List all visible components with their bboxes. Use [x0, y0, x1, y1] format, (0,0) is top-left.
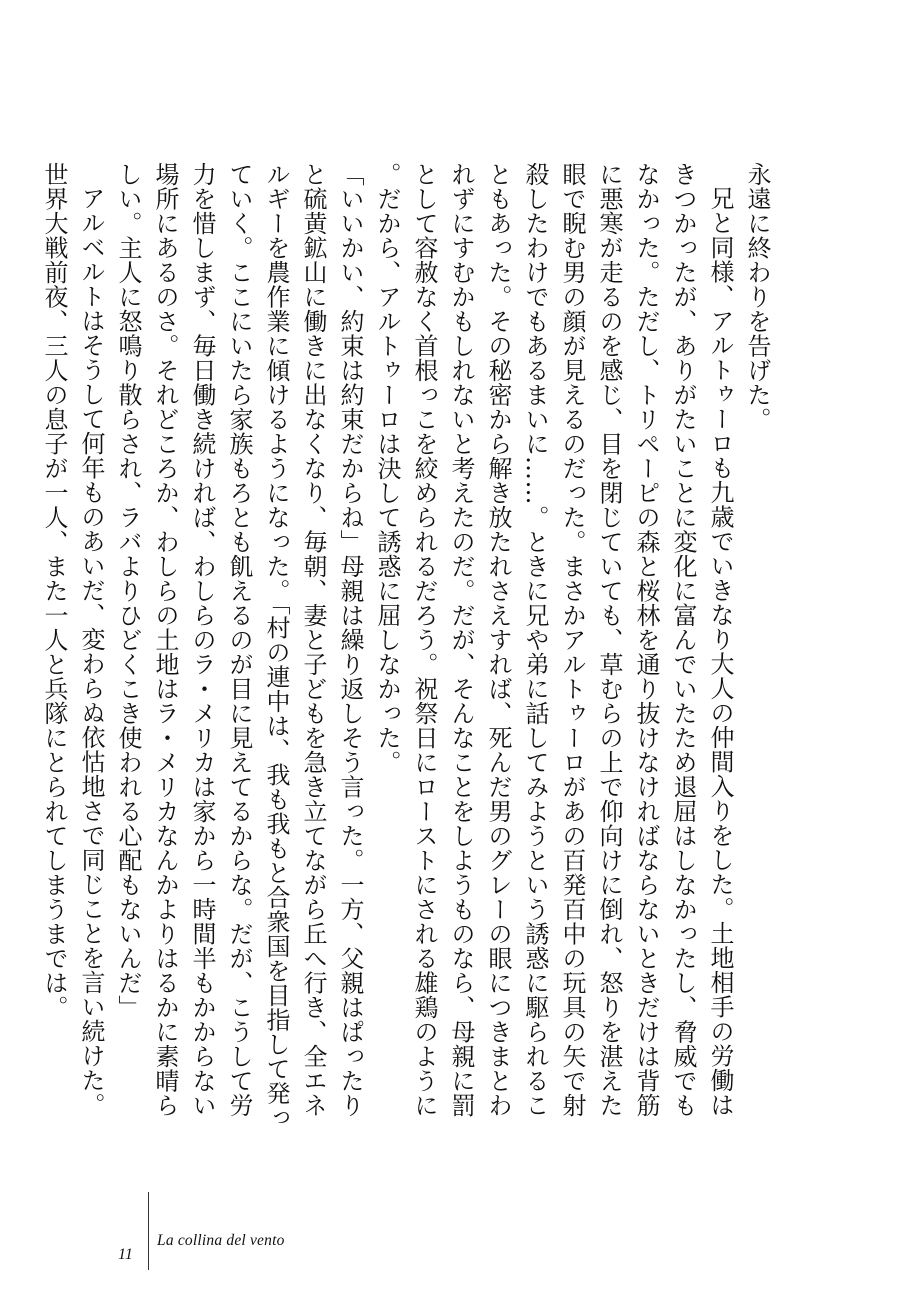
paragraph-3: 「いいかい、約束は約束だからね」母親は繰り返しそう言った。一方、父親はぱったりと硫黄鉱山に働きに出なくなり、毎朝、妻と子どもを急き立てながら丘へ行き、全エネルギーを農作業に傾けるようになった。「村の連中は、我も我もと合衆国を目指して発っていく。ここにいたら家族もろとも飢えるのが目に見えてるからな。だが、こうして労力を惜しまず、毎日働き続ければ、わしらのラ・メリカは家から一時間半もかからない場所にあるのさ。それどころか、わしらの土地はラ・メリカなんかよりはるかに素晴らしい。主人に怒鳴り散らされ、ラバよりひどくこき使われる心配もないんだ」 [114, 162, 364, 1130]
body-text-block [40, 162, 775, 1132]
paragraph-2: 兄と同様、アルトゥーロも九歳でいきなり大人の仲間入りをした。土地相手の労働はきつかったが、ありがたいことに変化に富んでいたため退屈はしなかったし、脅威でもなかった。ただし、トリペーピの森と桜林を通り抜けなければならないときだけは背筋に悪寒が走るのを感じ、目を閉じていても、草むらの上で仰向けに倒れ、怒りを湛えた眼で睨む男の顔が見えるのだった。まさかアルトゥーロがあの百発百中の玩具の矢で射殺したわけでもあるまいに……。ときに兄や弟に話してみようという誘惑に駆られることもあった。その秘密から解き放たれさえすれば、死んだ男のグレーの眼につきまとわれずにすむかもしれないと考えたのだ。だが、そんなことをしようものなら、母親に罰として容赦なく首根っこを絞められるだろう。祝祭日にローストにされる雄鶏のように。だから、アルトゥーロは決して誘惑に屈しなかった。 [373, 162, 734, 1118]
paragraph-1: 永遠に終わりを告げた。 [743, 162, 771, 432]
footer-divider-line [148, 1192, 149, 1270]
running-title: La collina del vento [157, 1232, 285, 1249]
vertical-text-columns [35, 162, 775, 1132]
page-number: 11 [118, 1246, 133, 1263]
paragraph-4: アルベルトはそうして何年ものあいだ、変わらぬ依怙地さで同じことを言い続けた。世界大戦前夜、三人の息子が一人、また一人と兵隊にとられてしまうまでは。 [40, 162, 105, 1117]
